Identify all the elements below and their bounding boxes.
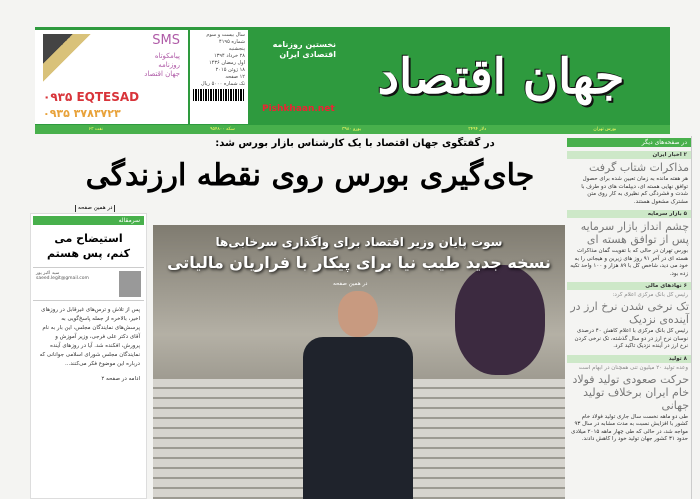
plant bbox=[455, 265, 545, 375]
editorial-title[interactable]: استیضاح می کنم، پس هستم bbox=[47, 232, 130, 260]
story-title[interactable]: حرکت صعودی تولید فولاد خام ایران برخلاف تولید جهانی bbox=[572, 372, 689, 412]
continue-label[interactable]: ادامه در صفحه ۲ bbox=[101, 376, 140, 382]
photo-headline[interactable]: نسخه جدید طیب نیا برای پیکار با فراریان مالیاتی bbox=[167, 253, 551, 272]
newspaper-logo: جهان اقتصاد bbox=[377, 49, 625, 105]
author-photo bbox=[119, 271, 141, 297]
ad-number: ۰۹۳۵ ۳۷۸۳۷۲۳ bbox=[43, 107, 121, 120]
headline-kicker: در گفتگوی جهان اقتصاد با یک کارشناس بازار بورس شد: bbox=[215, 138, 495, 149]
ad-line: روزنامه bbox=[158, 61, 180, 69]
author-name: سید اکبر پور bbox=[36, 271, 60, 276]
photo-kicker: سوت پایان وزیر اقتصاد برای واگذاری سرخابی‌ها bbox=[215, 235, 503, 249]
sidebar-item[interactable] bbox=[567, 151, 691, 206]
person bbox=[303, 291, 413, 499]
market-item: دلار ۳۴۹۴ bbox=[468, 127, 487, 132]
cable-graphic bbox=[43, 34, 113, 84]
section-label: ۲ اخبار ایران bbox=[567, 151, 691, 159]
market-item: بورس تهران bbox=[593, 127, 617, 132]
story-body: هر هفته مانده به زمان تعیین شده برای حصول توافق نهایی هسته ای، دیپلمات های دو طرف با شدت و فشردگی کم نظیری به کار روی متن مشترک مشغول هستند. bbox=[581, 176, 688, 205]
market-bar bbox=[35, 125, 670, 134]
watermark: Pishkhaan.net bbox=[262, 104, 335, 114]
lead-photo[interactable] bbox=[153, 225, 565, 499]
photo-ref: در همین صفحه bbox=[333, 281, 368, 287]
editorial[interactable] bbox=[30, 213, 147, 499]
ad-sms: SMS bbox=[152, 33, 180, 48]
issue-line: ۲۸ خرداد ۱۳۹۴ bbox=[214, 53, 245, 59]
issue-line: شماره ۴۱۹۵ bbox=[219, 39, 245, 45]
section-label: ۶ نهادهای مالی bbox=[567, 282, 691, 290]
sidebar-item[interactable] bbox=[567, 282, 691, 351]
ad-line: جهان اقتصاد bbox=[144, 70, 180, 78]
story-kicker: وعده تولید ۲۰ میلیون تنی همچنان در ابهام است bbox=[578, 364, 688, 371]
section-label: ۵ بازار سرمایه bbox=[567, 210, 691, 218]
issue-line: تک شماره ۵۰۰۰ ریال bbox=[201, 81, 245, 87]
tagline: نخستین روزنامه اقتصادی ایران bbox=[272, 40, 336, 59]
main-headline[interactable]: جای‌گیری بورس روی نقطه ارزندگی bbox=[85, 158, 535, 193]
story-title[interactable]: مذاکرات شتاب گرفت bbox=[588, 161, 689, 174]
market-item: یورو ۳۹۸۰ bbox=[341, 127, 362, 132]
issue-line: اول رمضان ۱۴۳۶ bbox=[209, 60, 245, 66]
issue-line: ۱۸ ژوئن ۲۰۱۵ bbox=[215, 67, 245, 73]
editorial-section: سرمقاله bbox=[33, 216, 144, 225]
sidebar bbox=[567, 136, 692, 499]
story-kicker: رئیس کل بانک مرکزی اعلام کرد: bbox=[612, 292, 688, 298]
editorial-body: پس از تلاش و ترس‌های غیرقابل در روزهای اخیر، بالاخره از جمله پاسخ‌گویی به پرسش‌های نمایندگان مجلس، این بار به نام آقای دکتر علی فرجی، وزیر آموزش و پرورش، افکنده شد. آیا در روزهای آینده نمایندگان مجلس شورای اسلامی جوانانی که درباره این موضوع فکر می‌کنند... bbox=[39, 307, 140, 367]
ad-line: پیامکوتاه bbox=[154, 52, 180, 60]
story-body: طی دو ماهه نخست سال جاری تولید فولاد خام کشور با افزایش نسبت به مدت مشابه در سال ۹۳ مواجه شد، در حالی که طی چهار ماهه ۲۰۱۵ میلادی حدود ۳۱ کشور جهان تولید خود را کاهش دادند. bbox=[571, 413, 688, 442]
barcode bbox=[193, 89, 245, 101]
market-item: سکه ۹۵۴۸۰۰ bbox=[210, 127, 235, 132]
headline-ref: در همین صفحه bbox=[75, 205, 115, 212]
ad-code: ۰۹۳۵ EQTESAD bbox=[43, 90, 140, 104]
sidebar-header: در صفحه‌های دیگر bbox=[567, 138, 691, 147]
sidebar-item[interactable] bbox=[567, 355, 691, 444]
section-label: ۸ تولید bbox=[567, 355, 691, 363]
sms-ad bbox=[35, 30, 188, 124]
story-title[interactable]: تک نرخی شدن نرخ ارز در آینده‌ی نزدیک bbox=[570, 300, 689, 326]
story-body: رئیس کل بانک مرکزی با اعلام کاهش ۴۰ درصدی نوسان نرخ ارز در دو سال گذشته، تک نرخی کردن نرخ ارز در آینده نزدیک تاکید کرد. bbox=[574, 328, 688, 349]
issue-line: ۱۲ صفحه bbox=[225, 74, 245, 80]
story-title[interactable]: چشم انداز بازار سرمایه پس از توافق هسته ای bbox=[580, 220, 689, 246]
sidebar-item[interactable] bbox=[567, 210, 691, 278]
market-item: نفت ۶۳ bbox=[88, 127, 103, 132]
story-body: بورس تهران در حالی که با تقویت گمان مذاکرات هسته ای در آخر ۹۱ روز های زیرین و هیجانی را به خود می دید، شاخص کل با ۸۹ هزار و ۱۰۰ واحد تکیه زده بود. bbox=[570, 248, 688, 277]
issue-line: پنجشنبه bbox=[228, 46, 245, 52]
issue-line: سال بیست و سوم bbox=[206, 32, 245, 38]
author-email[interactable]: saeed.legit@gmail.com bbox=[36, 276, 89, 281]
issue-info bbox=[190, 30, 248, 124]
